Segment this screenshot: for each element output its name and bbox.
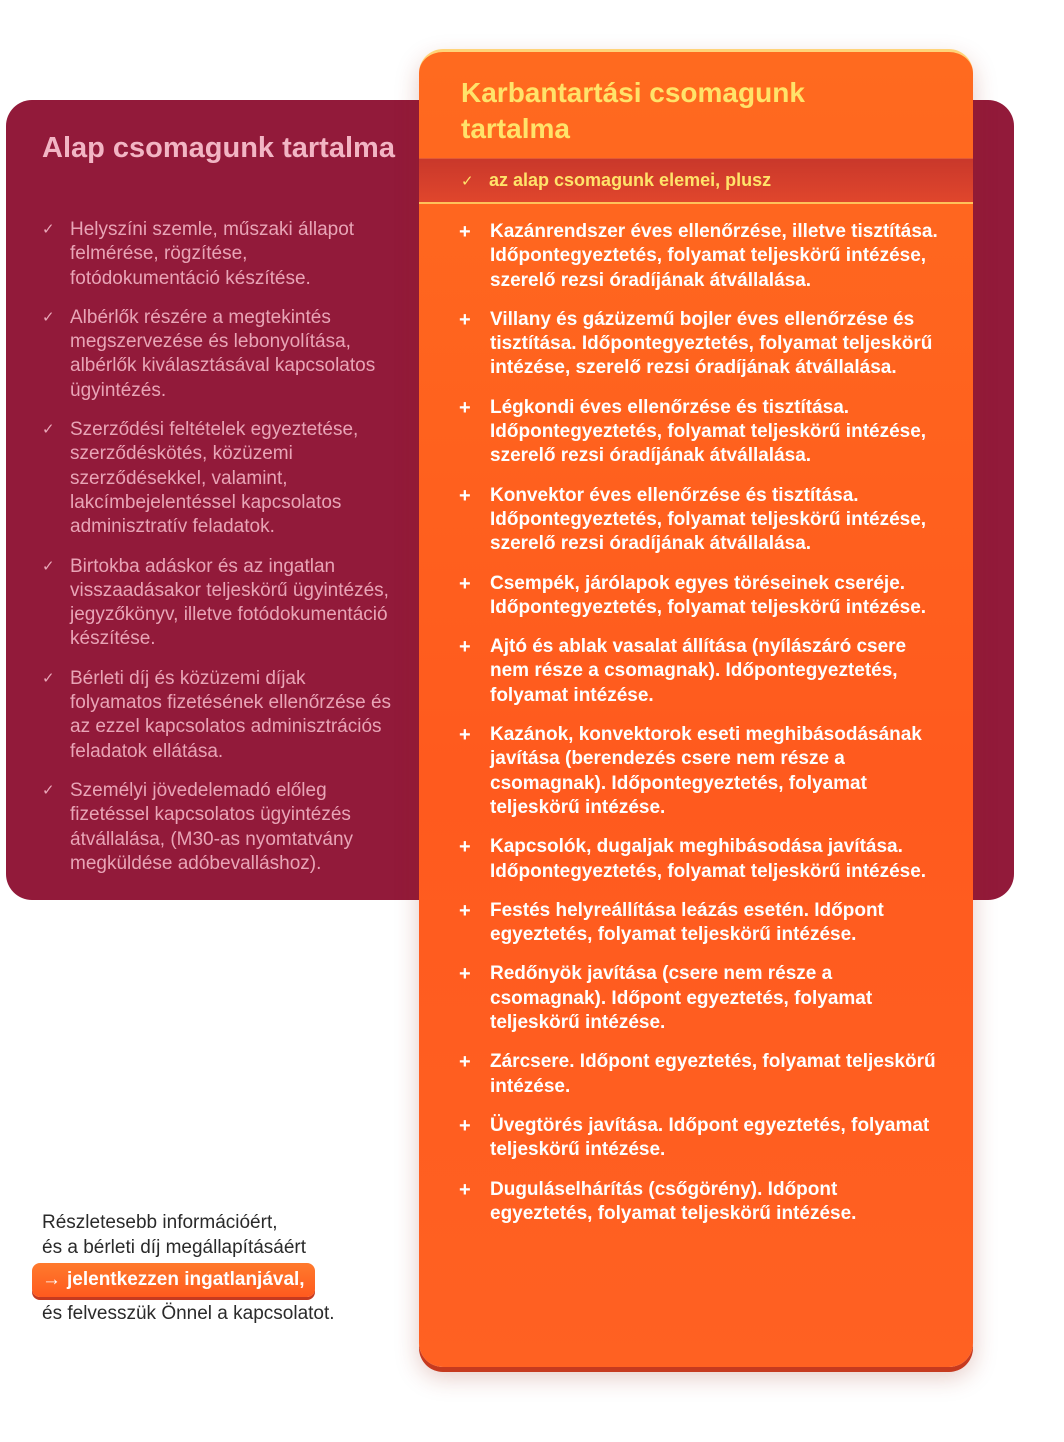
list-item (459, 899, 939, 948)
check-icon: ✓ (42, 308, 55, 326)
cta-label: jelentkezzen ingatlanjával, (67, 1269, 305, 1290)
check-icon: ✓ (42, 221, 55, 238)
check-icon: ✓ (42, 669, 55, 687)
list-item-text: Birtokba adáskor és az ingatlan visszaadásakor teljeskörű ügyintézés, jegyzőkönyv, illetve fotódokumentáció készítése. (70, 555, 389, 650)
list-item (459, 396, 939, 469)
list-item (459, 1114, 939, 1163)
check-icon: ✓ (461, 172, 474, 190)
list-item (459, 220, 939, 293)
list-item-text: Üvegtörés javítása. Időpont egyeztetés, folyamat teljeskörű intézése. (490, 1114, 930, 1161)
list-item-text: Festés helyreállítása leázás esetén. Időpont egyeztetés, folyamat teljeskörű intézése. (490, 899, 884, 946)
plus-icon: + (459, 396, 471, 419)
list-item (459, 723, 939, 820)
list-item (459, 308, 939, 381)
list-item-text: Kapcsolók, dugaljak meghibásodása javítása. Időpontegyeztetés, folyamat teljeskörű intézése. (490, 836, 927, 882)
list-item (459, 1178, 939, 1227)
plus-icon: + (459, 899, 471, 922)
list-item (459, 1050, 939, 1099)
plus-icon: + (459, 572, 471, 595)
list-item-text: Légkondi éves ellenőrzése és tisztítása. Időpontegyeztetés, folyamat teljeskörű intézése, szerelő rezsi óradíjának átvállalása. (490, 396, 927, 467)
plus-icon: + (459, 963, 471, 986)
list-item (42, 218, 402, 291)
list-item-text: Személyi jövedelemadó előleg fizetéssel kapcsolatos ügyintézés átvállalása, (M30-as nyomtatvány megküldése adóbevalláshoz). (70, 779, 354, 874)
list-item (42, 667, 402, 764)
list-item (42, 779, 402, 876)
list-item-text: Albérlők részére a megtekintés megszervezése és lebonyolítása, albérlők kiválasztásával kapcsolatos ügyintézés. (70, 306, 376, 401)
contact-cta-link[interactable] (32, 1263, 315, 1297)
list-item (459, 484, 939, 557)
list-item-text: Zárcsere. Időpont egyeztetés, folyamat teljeskörű intézése. (490, 1051, 936, 1097)
list-item (42, 418, 402, 539)
plus-icon: + (459, 308, 471, 331)
highlight-band (419, 158, 973, 204)
maintenance-package-list (459, 220, 939, 1241)
list-item-text: Konvektor éves ellenőrzése és tisztítása. Időpontegyeztetés, folyamat teljeskörű intézése, szerelő rezsi óradíjának átvállalása. (490, 484, 927, 555)
list-item (459, 835, 939, 884)
plus-icon: + (459, 484, 471, 507)
list-item (459, 635, 939, 708)
list-item-text: Redőnyök javítása (csere nem része a csomagnak). Időpont egyeztetés, folyamat teljeskörű intézése. (490, 963, 873, 1034)
list-item-text: Kazánok, konvektorok eseti meghibásodásának javítása (berendezés csere nem része a csomagnak). Időpontegyeztetés, folyamat teljeskörű intézése. (490, 724, 922, 818)
check-icon: ✓ (42, 557, 55, 575)
basic-package-title: Alap csomagunk tartalma (42, 132, 395, 164)
check-icon: ✓ (42, 421, 55, 439)
list-item (42, 555, 402, 652)
list-item-text: Helyszíni szemle, műszaki állapot felmérése, rögzítése, fotódokumentáció készítése. (70, 219, 355, 289)
list-item (42, 306, 402, 403)
info-line: és a bérleti díj megállapításáért (42, 1237, 307, 1258)
check-icon: ✓ (42, 781, 55, 799)
list-item-text: Bérleti díj és közüzemi díjak folyamatos fizetésének ellenőrzése és az ezzel kapcsolatos adminisztrációs feladatok ellátása. (70, 667, 392, 762)
list-item (459, 962, 939, 1035)
plus-icon: + (459, 836, 471, 859)
plus-icon: + (459, 1051, 471, 1074)
contact-info (42, 1210, 412, 1326)
maintenance-package-title: Karbantartási csomagunk tartalma (461, 77, 805, 144)
basic-package-list (42, 218, 402, 891)
list-item-text: Kazánrendszer éves ellenőrzése, illetve tisztítása. Időpontegyeztetés, folyamat teljeskörű intézése, szerelő rezsi óradíjának átvállalása. (490, 221, 938, 291)
info-line: Részletesebb információért, (42, 1212, 278, 1233)
list-item-text: Szerződési feltételek egyeztetése, szerződéskötés, közüzemi szerződésekkel, valamint, lakcímbejelentéssel kapcsolatos adminisztratív feladatok. (70, 419, 359, 538)
list-item-text: Duguláselhárítás (csőgörény). Időpont egyeztetés, folyamat teljeskörű intézése. (490, 1178, 857, 1224)
list-item (459, 572, 939, 621)
plus-icon: + (459, 636, 471, 659)
plus-icon: + (459, 1114, 471, 1137)
list-item-text: Ajtó és ablak vasalat állítása (nyílászáró csere nem része a csomagnak). Időpontegyeztetés, folyamat intézése. (490, 636, 907, 706)
highlight-text: az alap csomagunk elemei, plusz (489, 170, 772, 190)
list-item-text: Csempék, járólapok egyes töréseinek cseréje. Időpontegyeztetés, folyamat teljeskörű intézése. (490, 572, 927, 618)
plus-icon: + (459, 1178, 471, 1201)
plus-icon: + (459, 221, 471, 243)
list-item-text: Villany és gázüzemű bojler éves ellenőrzése és tisztítása. Időpontegyeztetés, folyamat teljeskörű intézése, szerelő rezsi óradíjának átvállalása. (490, 308, 933, 379)
maintenance-package-card (419, 49, 973, 1367)
arrow-right-icon: → (42, 1269, 61, 1290)
plus-icon: + (459, 724, 471, 747)
info-line: és felvesszük Önnel a kapcsolatot. (42, 1303, 335, 1324)
